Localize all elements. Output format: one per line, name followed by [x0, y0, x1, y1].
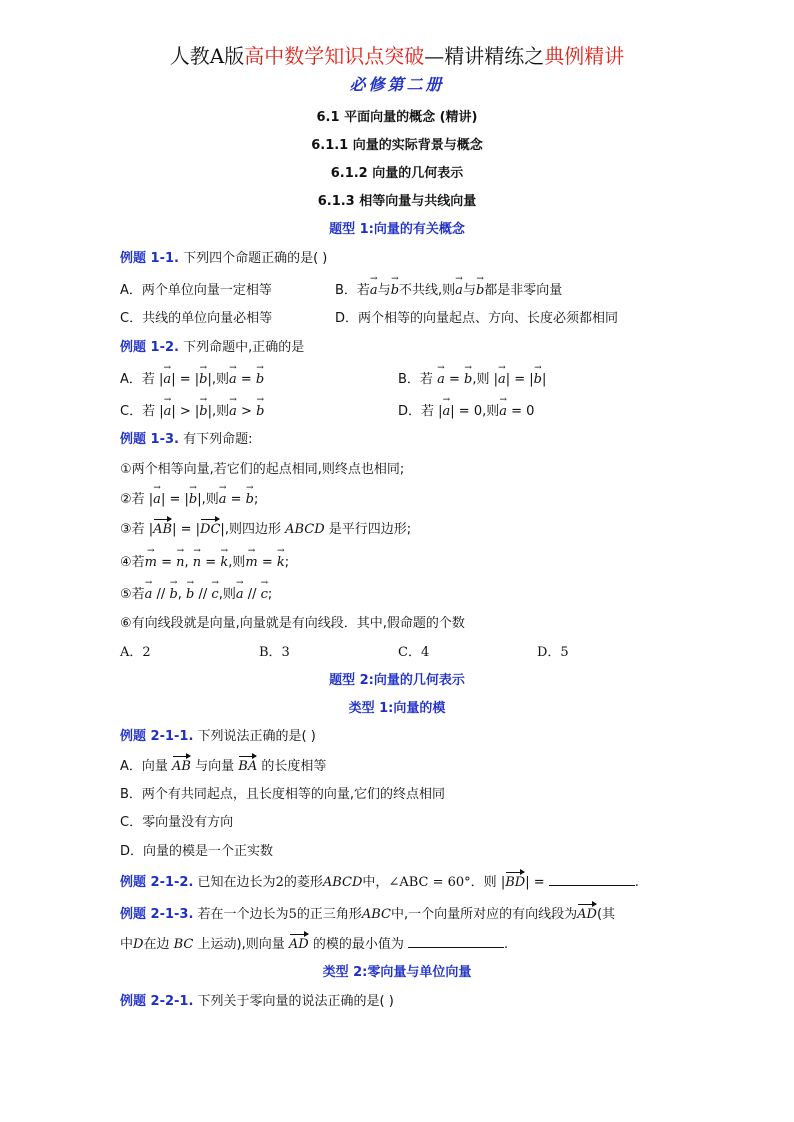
question-2-1-3-cont: 中D在边 BC 上运动),则向量 AD 的模的最小值为 . [120, 937, 509, 952]
type-heading: 类型 1:向量的模 [348, 701, 446, 716]
statement-2: ②若 |→ a| = |→ b|,则→ a = → b; [120, 488, 258, 507]
option-a: A．向量 AB 与向量 BA 的长度相等 [120, 759, 327, 774]
page-title: 人教A版高中数学知识点突破—精讲精练之典例精讲 [169, 44, 625, 68]
option-d: D．若 |→ a| = 0,则→ a = 0 [398, 400, 534, 419]
answer-blank[interactable] [408, 935, 504, 948]
section-heading: 6.1 平面向量的概念 (精讲) [316, 110, 478, 125]
topic-heading: 题型 1:向量的有关概念 [329, 222, 465, 237]
option-b: B．若 → a = → b,则 |→ a| = |→ b| [398, 368, 546, 387]
type-heading: 类型 2:零向量与单位向量 [322, 965, 472, 980]
option-c: C．共线的单位向量必相等 [120, 311, 273, 326]
option-c: C．若 |→ a| > |→ b|,则→ a > → b [120, 400, 264, 419]
section-heading: 6.1.2 向量的几何表示 [330, 166, 464, 181]
option-a: A．2 [120, 645, 151, 660]
statement-6: ⑥有向线段就是向量,向量就是有向线段．其中,假命题的个数 [120, 616, 465, 631]
option-b: B．3 [259, 645, 290, 660]
question-1-2: 例题 1-2. 下列命题中,正确的是 [120, 340, 305, 355]
section-heading: 6.1.1 向量的实际背景与概念 [311, 138, 483, 153]
question-2-1-1: 例题 2-1-1. 下列说法正确的是( ) [120, 729, 316, 744]
option-d: D．向量的模是一个正实数 [120, 844, 274, 859]
option-c: C．4 [398, 645, 430, 660]
question-1-3: 例题 1-3. 有下列命题: [120, 432, 253, 447]
option-d: D．5 [537, 645, 569, 660]
topic-heading: 题型 2:向量的几何表示 [329, 673, 465, 688]
statement-4: ④若→ m = → n, → n = → k,则→ m = → k; [120, 551, 289, 570]
page-subtitle: 必修第二册 [349, 75, 445, 94]
statement-5: ⑤若→ a // → b, → b // → c,则→ a // → c; [120, 583, 272, 602]
option-a: A．两个单位向量一定相等 [120, 283, 272, 298]
option-a: A．若 |→ a| = |→ b|,则→ a = → b [120, 368, 264, 387]
section-heading: 6.1.3 相等向量与共线向量 [317, 194, 477, 209]
question-2-1-2: 例题 2-1-2. 已知在边长为2的菱形ABCD中，∠ABC = 60°．则 |BD| = . [120, 875, 639, 890]
option-c: C．零向量没有方向 [120, 815, 234, 830]
question-2-1-3: 例题 2-1-3. 若在一个边长为5的正三角形ABC中,一个向量所对应的有向线段为AD(其 [120, 907, 616, 922]
option-d: D．两个相等的向量起点、方向、长度必须都相同 [335, 311, 619, 326]
option-b: B．两个有共同起点，且长度相等的向量,它们的终点相同 [120, 787, 446, 802]
question-2-2-1: 例题 2-2-1. 下列关于零向量的说法正确的是( ) [120, 994, 394, 1009]
question-1-1: 例题 1-1. 下列四个命题正确的是( ) [120, 251, 328, 266]
option-b: B．若→ a与→ b不共线,则→ a与→ b都是非零向量 [335, 279, 562, 298]
statement-1: ①两个相等向量,若它们的起点相同,则终点也相同; [120, 462, 405, 477]
statement-3: ③若 |AB| = |DC|,则四边形 ABCD 是平行四边形; [120, 522, 412, 537]
answer-blank[interactable] [549, 873, 635, 886]
